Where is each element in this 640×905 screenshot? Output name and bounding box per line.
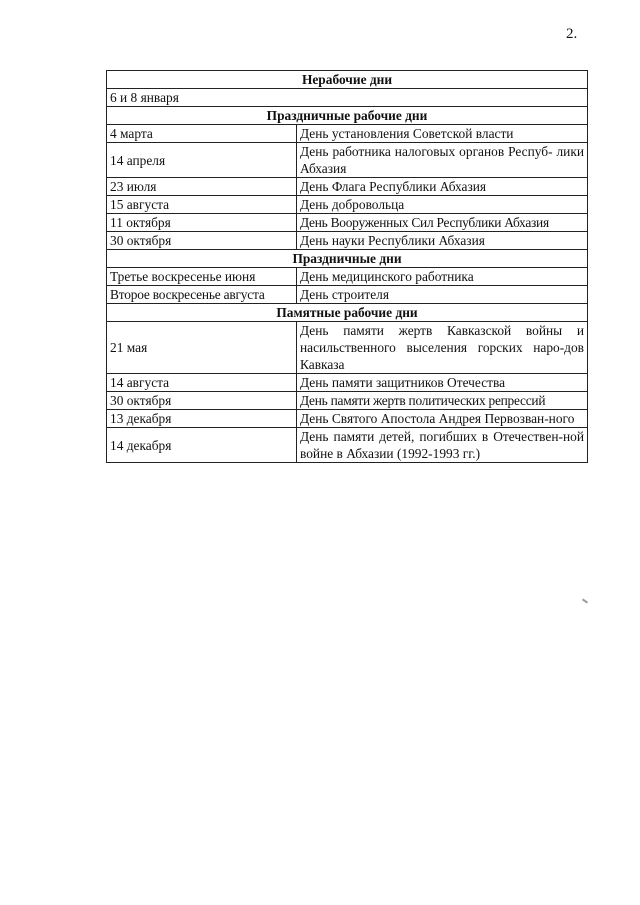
page-number: 2. xyxy=(566,26,578,42)
date-cell: 14 декабря xyxy=(107,428,297,463)
table-row xyxy=(107,89,588,107)
date-cell: 15 августа xyxy=(107,196,297,214)
holiday-name-cell: День установления Советской власти xyxy=(297,125,588,143)
table-row xyxy=(107,268,588,286)
date-cell: 14 августа xyxy=(107,374,297,392)
holiday-name-cell: День памяти жертв Кавказской войны и насильственного выселения горских наро-дов Кавказа xyxy=(297,322,588,374)
table-row xyxy=(107,143,588,178)
table-row xyxy=(107,428,588,463)
holiday-name-cell: День науки Республики Абхазия xyxy=(297,232,588,250)
section-header-row xyxy=(107,107,588,125)
table-row xyxy=(107,196,588,214)
date-cell: Третье воскресенье июня xyxy=(107,268,297,286)
date-cell: Второе воскресенье августа xyxy=(107,286,297,304)
holiday-name-cell: День добровольца xyxy=(297,196,588,214)
table-row xyxy=(107,125,588,143)
section-title-memorial-working-days: Памятные рабочие дни xyxy=(107,304,588,322)
holidays-table xyxy=(106,70,588,463)
holiday-name-cell: День памяти защитников Отечества xyxy=(297,374,588,392)
date-cell: 4 марта xyxy=(107,125,297,143)
section-header-row xyxy=(107,304,588,322)
holiday-name-cell: День медицинского работника xyxy=(297,268,588,286)
date-cell: 6 и 8 января xyxy=(107,89,588,107)
table-row xyxy=(107,232,588,250)
date-cell: 11 октября xyxy=(107,214,297,232)
holiday-name-cell: День Вооруженных Сил Республики Абхазия xyxy=(297,214,588,232)
section-header-row xyxy=(107,71,588,89)
date-cell: 14 апреля xyxy=(107,143,297,178)
section-title-holidays: Праздничные дни xyxy=(107,250,588,268)
holiday-name-cell: День памяти жертв политических репрессий xyxy=(297,392,588,410)
holiday-name-cell: День Святого Апостола Андрея Первозван-ного xyxy=(297,410,588,428)
section-title-non-working-days: Нерабочие дни xyxy=(107,71,588,89)
scan-speck-mark xyxy=(582,598,588,603)
section-header-row xyxy=(107,250,588,268)
holiday-name-cell: День строителя xyxy=(297,286,588,304)
holiday-name-cell: День Флага Республики Абхазия xyxy=(297,178,588,196)
table-row xyxy=(107,286,588,304)
holiday-name-cell: День памяти детей, погибших в Отечествен-ной войне в Абхазии (1992-1993 гг.) xyxy=(297,428,588,463)
date-cell: 23 июля xyxy=(107,178,297,196)
date-cell: 30 октября xyxy=(107,392,297,410)
table-row xyxy=(107,410,588,428)
date-cell: 21 мая xyxy=(107,322,297,374)
table-row xyxy=(107,214,588,232)
table-row xyxy=(107,392,588,410)
table-row xyxy=(107,374,588,392)
table-row xyxy=(107,322,588,374)
section-title-holiday-working-days: Праздничные рабочие дни xyxy=(107,107,588,125)
date-cell: 30 октября xyxy=(107,232,297,250)
date-cell: 13 декабря xyxy=(107,410,297,428)
table-row xyxy=(107,178,588,196)
holiday-name-cell: День работника налоговых органов Респуб- лики Абхазия xyxy=(297,143,588,178)
